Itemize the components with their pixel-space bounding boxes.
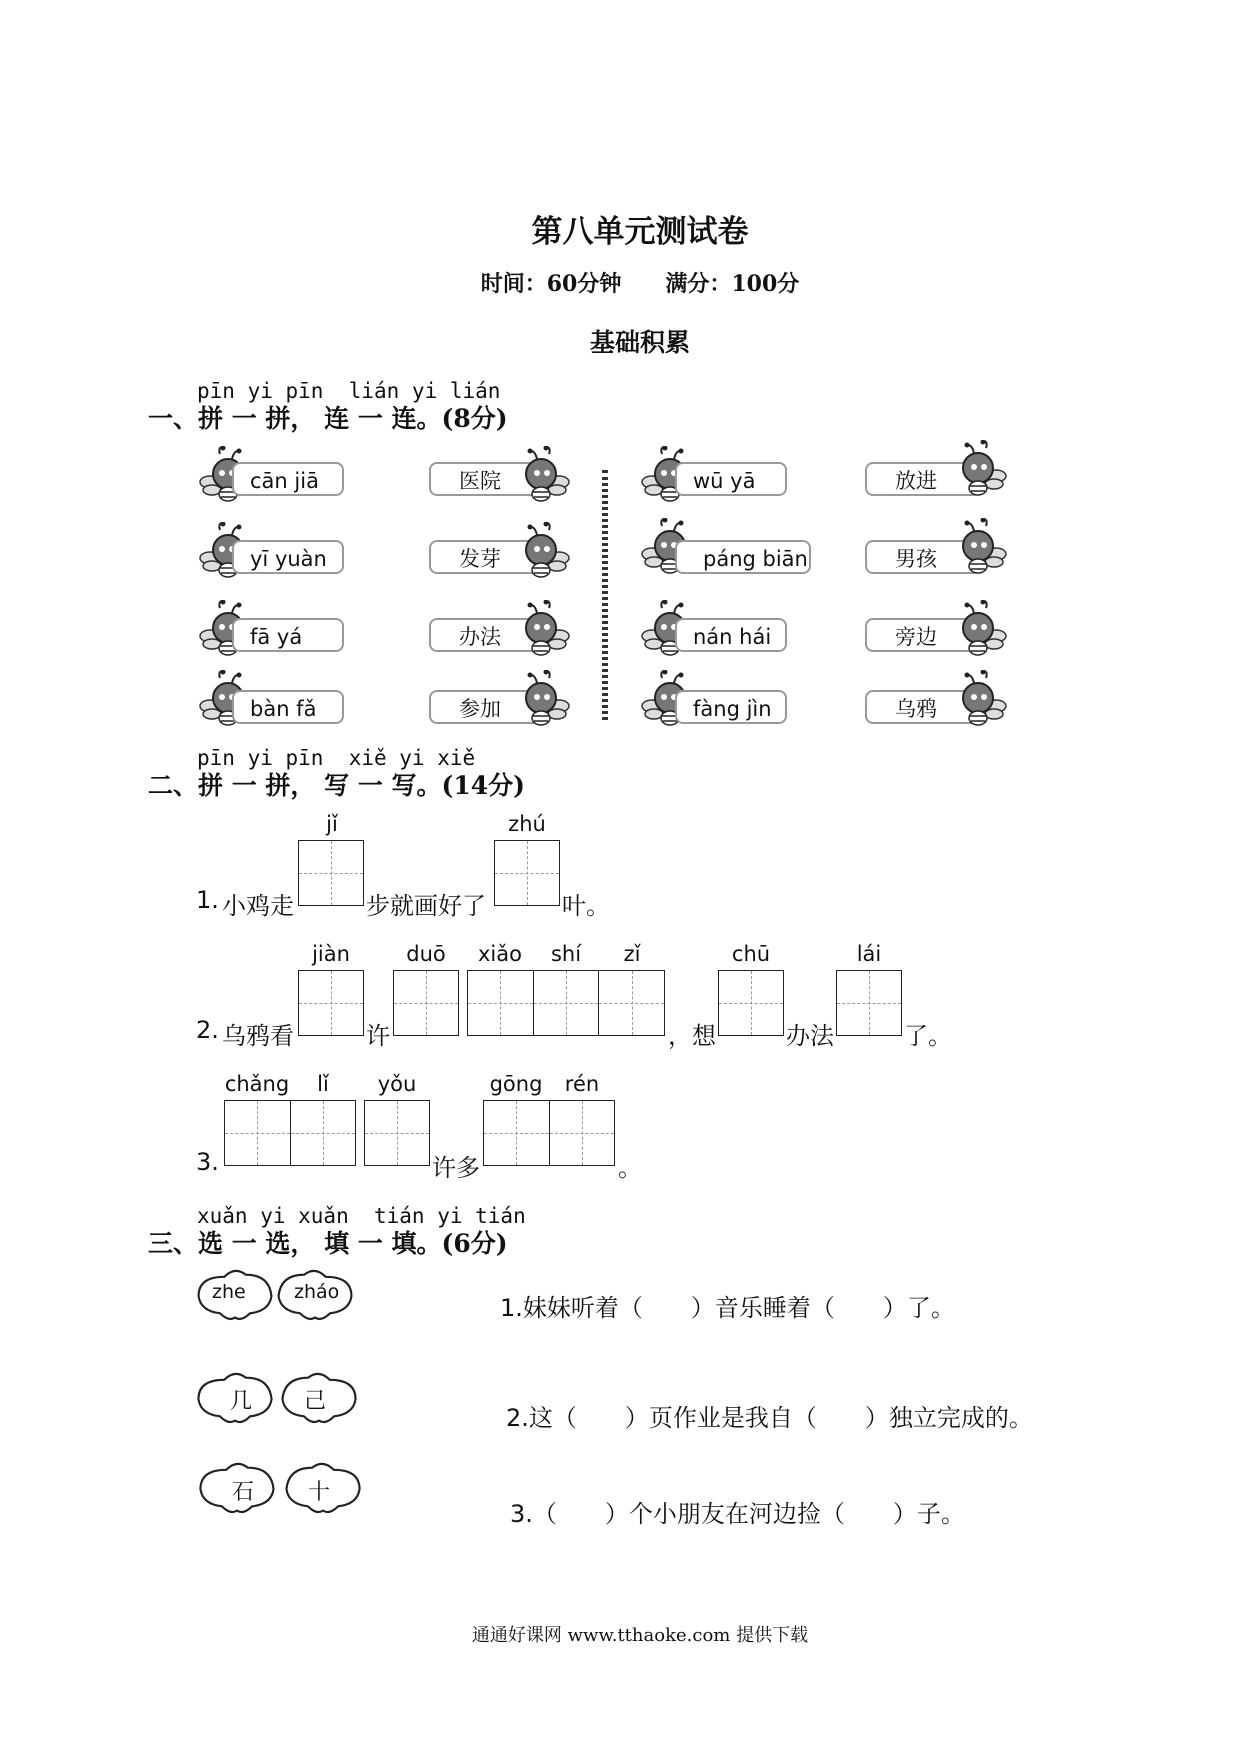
pinyin-card-label: fàng jìn: [693, 697, 772, 721]
section3-pinyin: xuǎn yi xuǎn tián yi tián: [197, 1204, 526, 1228]
hanzi-card-label: 医院: [459, 469, 501, 493]
writing-grid[interactable]: [483, 1100, 615, 1166]
section2-heading: 二、拼 一 拼， 写 一 写。(14分): [148, 771, 525, 800]
pinyin-card[interactable]: [232, 618, 344, 652]
pinyin-hint: chǎng: [224, 1072, 290, 1096]
question-number: 1.: [196, 886, 219, 914]
pinyin-hint: jǐ: [326, 812, 338, 836]
pinyin-hint: xiǎo: [478, 942, 522, 966]
bee-icon: [515, 522, 571, 580]
bee-icon: [515, 446, 571, 504]
pinyin-hint: jiàn: [312, 942, 350, 966]
sentence-part: 了。: [904, 1022, 952, 1050]
pinyin-card[interactable]: [232, 540, 344, 574]
writing-grid[interactable]: [224, 1100, 356, 1166]
bee-icon: [952, 670, 1008, 728]
writing-grid[interactable]: [364, 1100, 430, 1166]
leaf-choice[interactable]: 石: [232, 1480, 255, 1505]
sentence-part: 乌鸦看: [222, 1022, 294, 1050]
hanzi-card-label: 发芽: [459, 547, 501, 571]
sentence-part: 许多: [432, 1154, 480, 1182]
sentence-part: 步就画好了: [366, 892, 486, 920]
writing-grid[interactable]: [718, 970, 784, 1036]
hanzi-card-label: 乌鸦: [895, 697, 937, 721]
hanzi-card-label: 男孩: [895, 547, 937, 571]
pinyin-hint: chū: [731, 942, 771, 966]
pinyin-hint: gōng: [489, 1072, 543, 1096]
page-footer: 通通好课网 www.tthaoke.com 提供下载: [471, 1625, 809, 1646]
pinyin-card[interactable]: [675, 540, 811, 574]
section2-pinyin: pīn yi pīn xiě yi xiě: [197, 746, 476, 770]
hanzi-card-label: 放进: [895, 469, 937, 493]
exam-meta: 时间：60分钟 满分：100分: [480, 271, 800, 297]
leaf-choice[interactable]: 几: [230, 1389, 253, 1414]
pinyin-card[interactable]: [675, 618, 787, 652]
leaf-choice[interactable]: 十: [308, 1480, 331, 1505]
pinyin-card-label: cān jiā: [250, 469, 319, 493]
writing-grid[interactable]: [298, 970, 364, 1036]
pinyin-hint: shí: [550, 942, 582, 966]
pinyin-hint: duō: [406, 942, 446, 966]
pinyin-card-label: fā yá: [250, 625, 303, 649]
pinyin-card-label: páng biān: [703, 547, 808, 571]
section-subtitle: 基础积累: [589, 328, 690, 357]
sentence-part: ，想: [668, 1022, 716, 1050]
pinyin-card[interactable]: [675, 690, 787, 724]
page-title: 第八单元测试卷: [531, 214, 749, 250]
leaf-choice[interactable]: zhe: [212, 1281, 246, 1303]
column-divider: [602, 470, 608, 720]
sentence-part: 许: [366, 1022, 390, 1050]
section1-heading: 一、拼 一 拼， 连 一 连。(8分): [148, 404, 508, 433]
pinyin-card[interactable]: [675, 462, 787, 496]
pinyin-card-label: nán hái: [693, 625, 772, 649]
section3-heading: 三、选 一 选， 填 一 填。(6分): [148, 1229, 508, 1258]
bee-icon: [952, 600, 1008, 658]
sentence-part: 小鸡走: [222, 892, 294, 920]
hanzi-card-label: 参加: [459, 697, 501, 721]
pinyin-card[interactable]: [232, 462, 344, 496]
bee-icon: [952, 518, 1008, 576]
pinyin-card-label: yī yuàn: [250, 547, 327, 571]
bee-icon: [952, 440, 1008, 498]
writing-grid[interactable]: [836, 970, 902, 1036]
bee-icon: [515, 670, 571, 728]
pinyin-card-label: wū yā: [693, 469, 756, 493]
sentence-part: 。: [618, 1154, 642, 1182]
pinyin-hint: rén: [564, 1072, 600, 1096]
question-number: 2.: [196, 1016, 219, 1044]
writing-grid[interactable]: [494, 840, 560, 906]
pinyin-hint: zhú: [508, 812, 546, 836]
leaf-choice[interactable]: zháo: [294, 1281, 340, 1303]
sentence-part: 办法: [786, 1022, 834, 1050]
leaf-choice[interactable]: 己: [304, 1389, 327, 1414]
bee-icon: [515, 600, 571, 658]
fill-question[interactable]: 2.这（ ）页作业是我自（ ）独立完成的。: [506, 1404, 1033, 1432]
fill-question[interactable]: 1.妹妹听着（ ）音乐睡着（ ）了。: [500, 1294, 955, 1322]
pinyin-hint: zǐ: [623, 942, 641, 966]
pinyin-hint: lǐ: [317, 1072, 329, 1096]
writing-grid[interactable]: [467, 970, 665, 1036]
pinyin-hint: lái: [856, 942, 882, 966]
question-number: 3.: [196, 1148, 219, 1176]
pinyin-card-label: bàn fǎ: [250, 697, 317, 721]
section1-pinyin: pīn yi pīn lián yi lián: [197, 379, 501, 403]
fill-question[interactable]: 3.（ ）个小朋友在河边捡（ ）子。: [510, 1500, 965, 1528]
pinyin-card[interactable]: [232, 690, 344, 724]
pinyin-hint: yǒu: [377, 1072, 417, 1096]
sentence-part: 叶。: [562, 892, 610, 920]
hanzi-card-label: 旁边: [895, 625, 937, 649]
writing-grid[interactable]: [298, 840, 364, 906]
writing-grid[interactable]: [393, 970, 459, 1036]
hanzi-card-label: 办法: [459, 625, 501, 649]
